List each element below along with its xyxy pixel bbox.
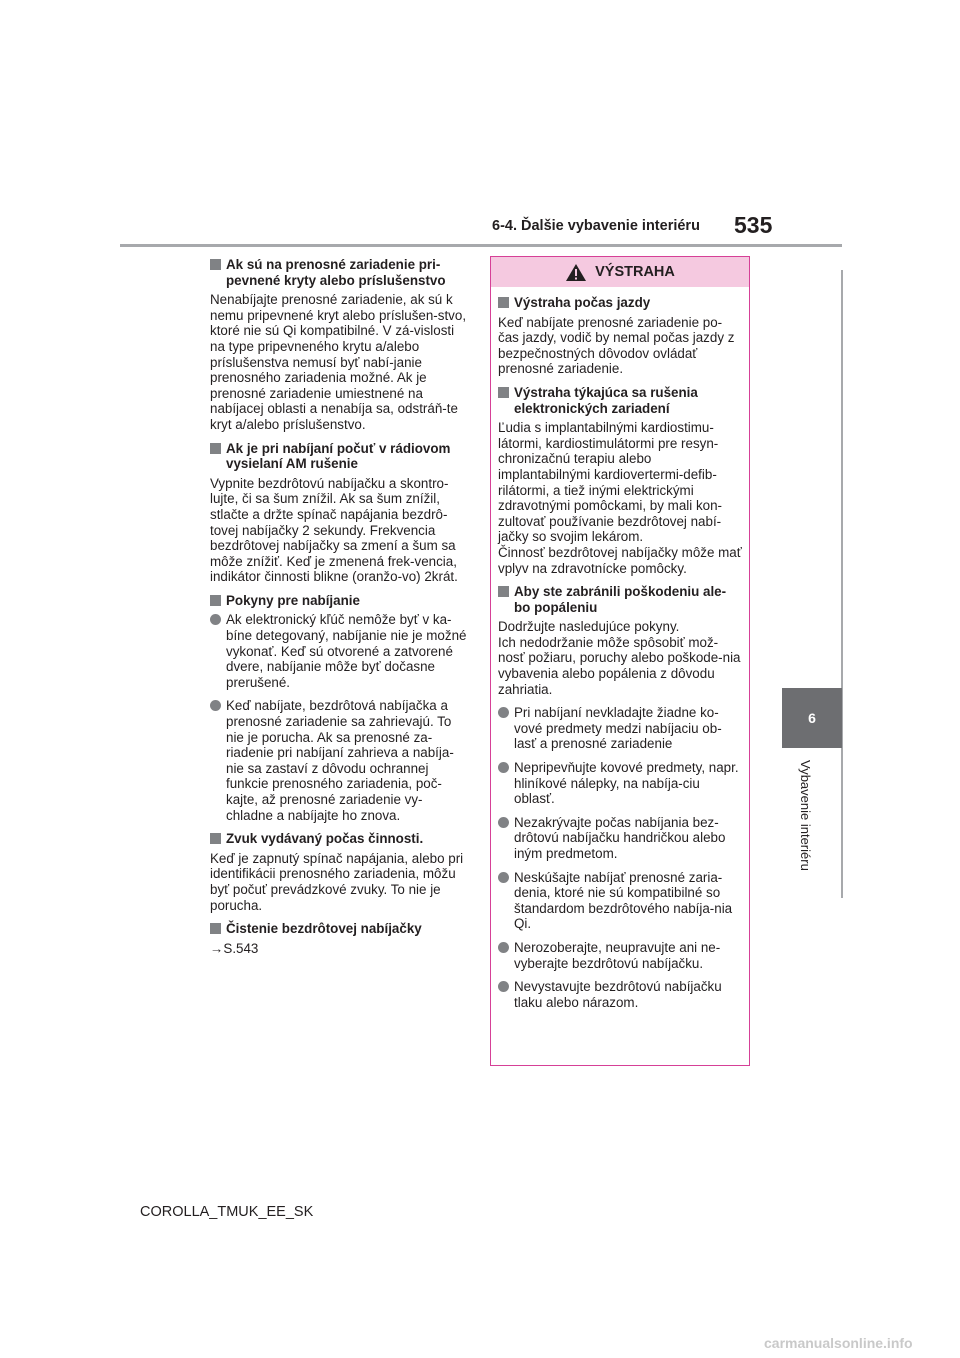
square-bullet-icon [210,443,221,454]
square-bullet-icon [498,297,509,308]
section-heading [498,385,742,416]
heading-text: Pokyny pre nabíjanie [226,592,360,608]
section-charging-notes [210,593,468,823]
chapter-label: Vybavenie interiéru [798,760,813,871]
section-heading [210,257,468,288]
page-header [0,0,960,250]
header-rule [120,244,842,247]
section-heading [210,593,468,609]
square-bullet-icon [498,586,509,597]
chapter-number: 6 [808,710,816,726]
section-operating-sound [210,831,468,913]
section-title: 6-4. Ďalšie vybavenie interiéru [492,218,700,234]
list-item [210,698,468,823]
heading-text: Výstraha počas jazdy [514,295,651,310]
list-item [498,815,742,862]
section-heading [498,584,742,615]
square-bullet-icon [210,259,221,270]
heading-text: Zvuk vydávaný počas činnosti. [226,831,424,847]
paragraph: Dodržujte nasledujúce pokyny. [498,619,680,635]
heading-text: Čistenie bezdrôtovej nabíjačky [226,921,422,937]
footer-code: COROLLA_TMUK_EE_SK [140,1204,314,1220]
list-item-text: Pri nabíjaní nevkladajte žiadne ko-vové predmety medzi nabíjaciu ob-lasť a prenosné zariadenie [514,705,722,752]
warning-triangle-icon [565,263,587,282]
watermark: carmanualsonline.info [764,1335,913,1351]
section-am-noise [210,441,468,585]
heading-text: Výstraha týkajúca sa rušenia elektronických zariadení [514,384,698,416]
paragraph: Ich nedodržanie môže spôsobiť mož-nosť požiaru, poruchy alebo poškode-nia vybavenia alebo popálenia z dôvodu zahriatia. [498,634,741,697]
warning-header [491,257,749,287]
circle-bullet-icon [498,817,509,828]
list-item-text: Nepripevňujte kovové predmety, napr. hliníkové nálepky, na nabíja-ciu oblasť. [514,760,739,807]
paragraph: Činnosť bezdrôtovej nabíjačky môže mať vplyv na zdravotnícke pomôcky. [498,544,742,576]
warning-damage [498,584,742,1010]
heading-text: Aby ste zabránili poškodeniu ale-bo popáleniu [514,584,727,615]
page-number: 535 [734,212,773,238]
section-heading [210,441,468,472]
paragraph: Ľudia s implantabilnými kardiostimu-látormi, kardiostimulátormi pre resyn-chronizačnú terapiu alebo implantabilnými kardiovertermi-defib-rilátormi, a tiež inými elektrickými zdravotnými pomôckami, by mali kon-zultovať používanie bezdrôtovej nabí-jačky so svojim lekárom. [498,420,722,545]
square-bullet-icon [210,833,221,844]
list-item [498,940,742,971]
list-item-text: Neskúšajte nabíjať prenosné zaria-denia, ktoré nie sú kompatibilné so štandardom bezdrôtového nabíja-nia Qi. [514,869,733,932]
section-covers [210,257,468,433]
page-reference-link[interactable]: →S.543 [210,940,259,956]
side-rule [841,270,843,898]
paragraph: Nenabíjajte prenosné zariadenie, ak sú k nemu pripevnené kryt alebo príslušen-stvo, ktoré nie sú Qi kompatibilné. V zá-vislosti na type pripevneného krytu a/alebo príslušenstva nemusí byť nabí-janie prenosného zariadenia možné. Ak je prenosné zariadenie umiestnené na nabíjacej oblasti a nenabíja sa, odstráň-te kryt a/alebo príslušenstvo. [210,292,467,432]
heading-text: Ak je pri nabíjaní počuť v rádiovom vysielaní AM rušenie [226,440,451,472]
warning-interference [498,385,742,576]
section-heading [498,295,742,311]
square-bullet-icon [210,595,221,606]
circle-bullet-icon [498,942,509,953]
warning-title: VÝSTRAHA [595,264,675,280]
list-item [210,612,468,690]
list-item-text: Nevystavujte bezdrôtovú nabíjačku tlaku alebo nárazom. [514,979,722,1010]
warning-driving [498,295,742,377]
list-item-text: Nezakrývajte počas nabíjania bez-drôtovú nabíjačku handričkou alebo iným predmetom. [514,814,726,861]
list-item [498,760,742,807]
list-item-text: Ak elektronický kľúč nemôže byť v ka-bíne detegovaný, nabíjanie nie je možné vykonať. Keď sú otvorené a zatvorené dvere, nabíjanie môže byť dočasne prerušené. [226,612,467,690]
section-heading [210,921,468,937]
circle-bullet-icon [210,700,221,711]
paragraph: Keď nabíjate prenosné zariadenie po-čas jazdy, vodič by nemal počas jazdy z bezpečnostných dôvodov ovládať prenosné zariadenie. [498,314,735,377]
chapter-tab [782,688,842,748]
list-item [498,870,742,932]
square-bullet-icon [498,387,509,398]
list-item [498,979,742,1010]
circle-bullet-icon [498,872,509,883]
paragraph: Keď je zapnutý spínač napájania, alebo pri identifikácii prenosného zariadenia, môžu byť počuť prevádzkové zvuky. To nie je porucha. [210,850,464,913]
list-item [498,705,742,752]
paragraph: Vypnite bezdrôtovú nabíjačku a skontro-lujte, či sa šum znížil. Ak sa šum znížil, stlačte a držte spínač napájania bezdrô-tovej nabíjačky 2 sekundy. Frekvencia bezdrôtovej nabíjačky sa zmení a šum sa môže znížiť. Keď je zmenená frek-vencia, indikátor činnosti blikne (oranžo-vo) 2krát. [210,475,458,585]
warning-body [491,287,749,1010]
square-bullet-icon [210,923,221,934]
list-item-text: Keď nabíjate, bezdrôtová nabíjačka a prenosné zariadenie sa zahrievajú. To nie je porucha. Ak sa prenosné za-riadenie pri nabíjaní zahrieva a nabíja-nie sa zastaví z dôvodu ochrannej funkcie prenosného zariadenia, poč-kajte, až prenosné zariadenie vy-chladne a nabíjajte ho znova. [226,698,454,823]
circle-bullet-icon [210,614,221,625]
warning-box [490,256,750,1066]
list-item-text: Nerozoberajte, neupravujte ani ne-vyberajte bezdrôtovú nabíjačku. [514,939,721,971]
left-column [210,257,468,964]
circle-bullet-icon [498,707,509,718]
section-cleaning [210,921,468,956]
circle-bullet-icon [498,981,509,992]
heading-text: Ak sú na prenosné zariadenie pri-pevnené kryty alebo príslušenstvo [226,257,446,288]
circle-bullet-icon [498,762,509,773]
section-heading [210,831,468,847]
